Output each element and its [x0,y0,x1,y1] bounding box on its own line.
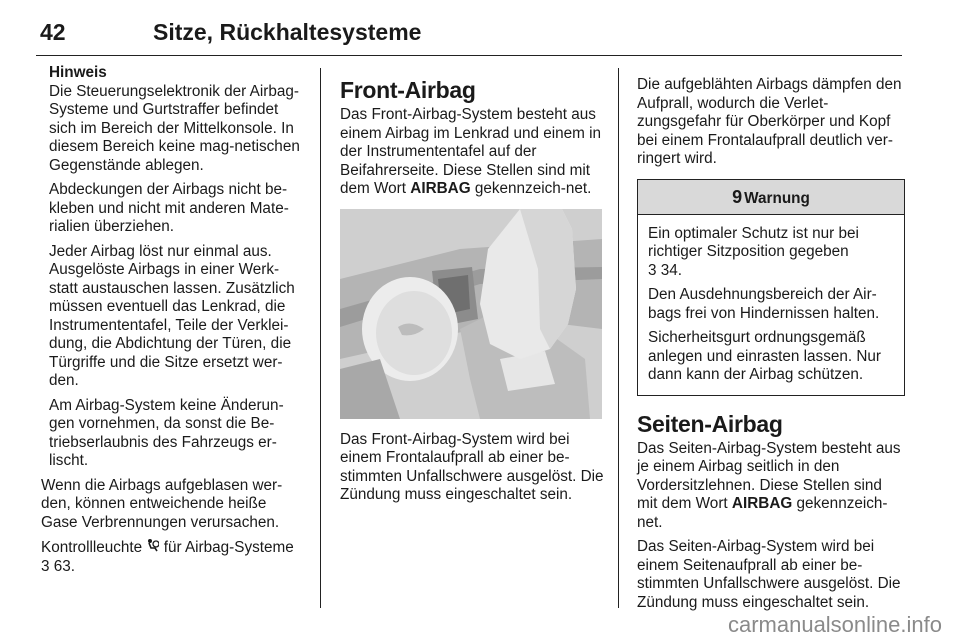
indicator-text-rest: für Airbag-Systeme [163,539,294,556]
section-heading-front-airbag: Front-Airbag [340,77,476,103]
text-run: gekennzeich-net. [637,495,888,531]
warning-item [648,225,894,281]
body-paragraph: Das Front-Airbag-System wird bei einem Frontalaufprall ab einer be-stimmten Unfallschwere ausgelöst. Die Zündung muss eingeschaltet sein. [340,430,604,503]
note-paragraph: Die Steuerungselektronik der Airbag-Systeme und Gurtstraffer befindet sich im Bereich der Mittelkonsole. In diesem Bereich keine mag-netischen Gegenstände ablegen. [49,82,300,174]
text-run: Das Seiten-Airbag-System besteht aus je einem Airbag seitlich in den Vordersitzlehnen. Diese Stellen sind mit dem Wort [637,439,901,512]
column-middle [340,76,604,511]
text-run: gekennzeich-net. [470,180,592,197]
warning-box [637,179,905,396]
page-reference: 3 63. [41,557,76,575]
body-paragraph: Wenn die Airbags aufgeblasen wer-den, können entweichende heiße Gase Verbrennungen verursachen. [41,476,283,531]
indicator-text: Kontrollleuchte [41,539,143,556]
note-paragraph: Abdeckungen der Airbags nicht be-kleben und nicht mit anderen Mate-rialien überziehen. [49,181,289,235]
warning-item: Den Ausdehnungsbereich der Air-bags frei von Hindernissen halten. [648,286,880,322]
body-paragraph [340,106,604,199]
page-reference: 3 34. [648,261,683,279]
warning-title: Warnung [744,189,810,207]
body-paragraph: Die aufgeblähten Airbags dämpfen den Aufprall, wodurch die Verlet-zungsgefahr für Oberkörper und Kopf bei einem Frontalaufprall deutlich ver-ringert wird. [637,76,902,167]
airbag-warning-icon [146,539,163,556]
header-rule [36,55,902,56]
warning-body [638,215,904,395]
warning-triangle-icon: 9 [732,186,743,207]
text-run: Das Front-Airbag-System besteht aus einem Airbag im Lenkrad und einem in der Instrumententafel auf der Beifahrerseite. Diese Stellen sind mit dem Wort [340,106,602,197]
keyword-airbag: AIRBAG [410,180,471,197]
body-paragraph [637,440,905,533]
note-paragraph: Jeder Airbag löst nur einmal aus. Ausgelöste Airbags in einer Werk-statt austauschen lassen. Zusätzlich müssen eventuell das Lenkrad, die Instrumententafel, Teile der Verklei-dung, die Abdichtung der Türen, die Türgriffe und die Sitze ersetzt wer-den. [49,242,295,389]
warning-text: Ein optimaler Schutz ist nur bei richtiger Sitzposition gegeben [648,224,859,260]
section-heading-side-airbag: Seiten-Airbag [637,410,783,437]
column-divider-2 [618,68,619,608]
note-title: Hinweis [49,64,107,81]
page-number: 42 [40,19,66,45]
note-paragraph: Am Airbag-System keine Änderun-gen vornehmen, da sonst die Be-triebserlaubnis des Fahrzeugs er-lischt. [49,396,284,469]
keyword-airbag: AIRBAG [731,495,793,512]
warning-item: Sicherheitsgurt ordnungsgemäß anlegen und einrasten lassen. Nur dann kann der Airbag schützen. [648,329,882,383]
chapter-title: Sitze, Rückhaltesysteme [153,19,422,45]
warning-header [638,180,904,215]
column-left [41,64,307,582]
column-right [637,76,905,618]
front-airbag-illustration [340,209,602,419]
body-paragraph: Das Seiten-Airbag-System wird bei einem Seitenaufprall ab einer be-stimmten Unfallschwere ausgelöst. Die Zündung muss eingeschaltet sein. [637,538,901,611]
page-header [36,14,904,54]
body-paragraph [41,538,307,576]
column-divider-1 [320,68,321,608]
watermark: carmanualsonline.info [727,612,942,637]
note-block [41,64,307,471]
